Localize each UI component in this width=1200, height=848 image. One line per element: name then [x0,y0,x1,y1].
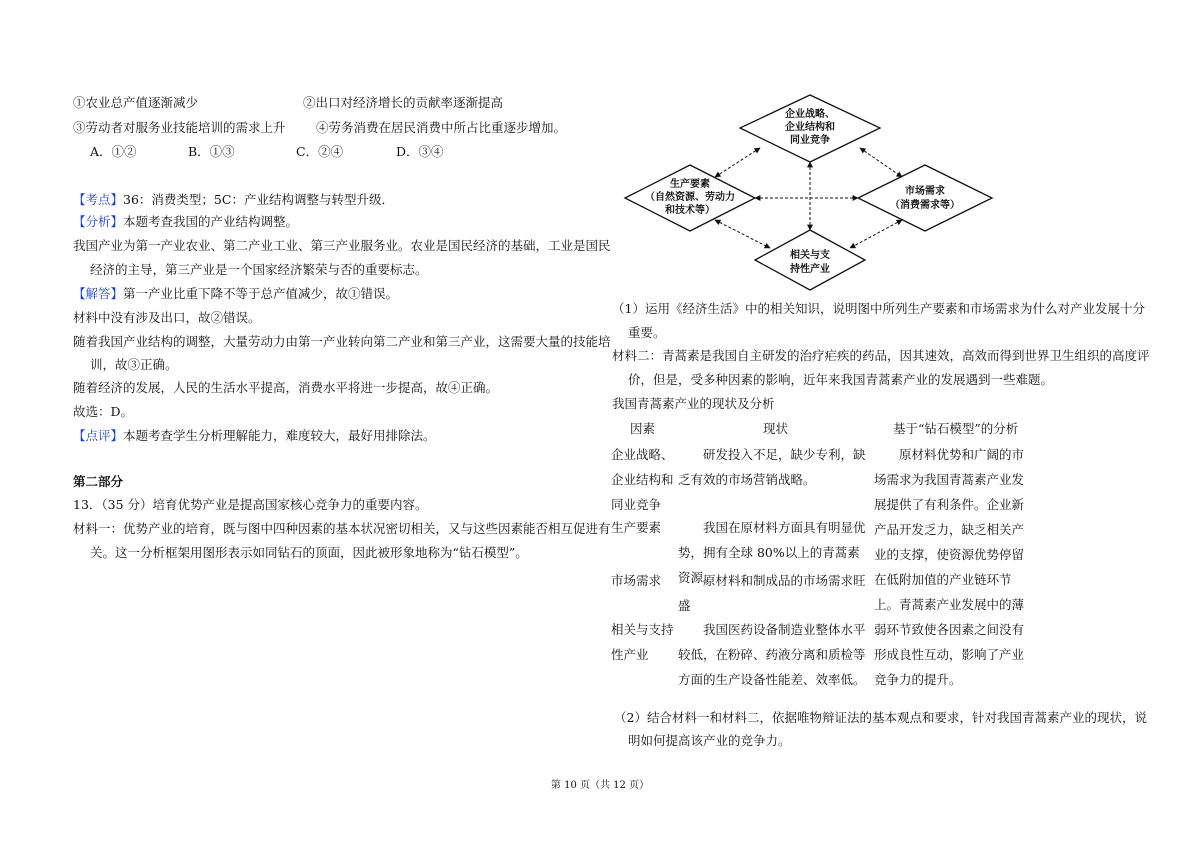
answer-2: 材料中没有涉及出口，故②错误。 [73,310,261,325]
top-label-3: 同业竞争 [790,135,830,146]
status-cell-1: 研发投入不足，缺少专利，缺乏有效的市场营销战略。 [678,447,866,487]
bottom-label-2: 持性产业 [790,264,830,275]
arrow-top-right [860,148,902,177]
left-label-3: 和技术等） [665,205,715,216]
right-label-1: 市场需求 [905,186,945,197]
page-footer: 第 10 页（共 12 页） [550,780,650,791]
answer-4: 随着经济的发展，人民的生活水平提高，消费水平将进一步提高，故④正确。 [73,380,499,395]
analysis-line-1: 我国产业为第一产业农业、第二产业工业、第三产业服务业。农业是国民经济的基础，工业是国民 [73,238,611,253]
diamond-model-diagram [620,90,1000,295]
option-1: ①农业总产值逐渐减少 [73,95,199,110]
section-title: 第二部分 [73,474,124,489]
factor-cell-2: 生产要素 [611,520,662,535]
choice-b: B．①③ [188,144,235,159]
status-cell-4: 我国医药设备制造业整体水平较低，在粉碎、药液分离和质检等方面的生产设备性能差、效率低。 [678,622,866,687]
kaodian-text: 36：消费类型；5C：产业结构调整与转型升级． [123,192,394,207]
material-1-line-1: 材料一：优势产业的培育，既与图中四种因素的基本状况密切相关，又与这些因素能否相互促进有 [73,521,611,536]
top-label-1: 企业战略、 [785,109,835,120]
choice-c: C．②④ [296,144,344,159]
choice-d: D．③④ [396,144,444,159]
jieda-text: 第一产业比重下降不等于总产值减少，故①错误。 [123,286,399,301]
option-4: ④劳务消费在居民消费中所占比重逐步增加。 [316,120,567,135]
status-cell-2: 我国在原材料方面具有明显优势，拥有全球 80%以上的青蒿素资源。 [678,520,866,585]
question-1-line-2: 重要。 [628,325,666,340]
left-label-2: （自然资源、劳动力 [645,192,735,203]
analysis-line-2: 经济的主导，第三产业是一个国家经济繁荣与否的重要标志。 [90,262,428,277]
factor-cell-3: 市场需求 [611,573,662,588]
material-1-line-2: 关。这一分析框架用图形表示如同钻石的顶面，因此被形象地称为“钻石模型”。 [90,545,528,560]
option-2: ②出口对经济增长的贡献率逐渐提高 [303,95,504,110]
answer-3-line-1: 随着我国产业结构的调整，大量劳动力由第一产业转向第二产业和第三产业，这需要大量的技能培 [73,334,611,349]
material-2-line-2: 价，但是，受多种因素的影响，近年来我国青蒿素产业的发展遇到一些难题。 [628,372,1054,387]
choice-a: A．①② [90,144,137,159]
table-title: 我国青蒿素产业的现状及分析 [612,396,775,411]
fenxi-tag: 【分析】 [73,214,124,229]
analysis-cell: 原材料优势和广阔的市场需求为我国青蒿素产业发展提供了有利条件。企业新产品开发乏力，缺乏相关产业的支撑，使资源优势停留在低附加值的产业链环节上。青蒿素产业发展中的薄弱环节致使各因素之间没有形成良性互动，影响了产业竞争力的提升。 [874,447,1025,687]
option-3: ③劳动者对服务业技能培训的需求上升 [73,120,286,135]
dianping-text: 本题考查学生分析理解能力，难度较大，最好用排除法。 [123,428,436,443]
right-label-2: （消费需求等） [890,200,960,211]
dianping-line [73,428,436,444]
jieda-line [73,286,398,302]
question-2-line-1: （2）结合材料一和材料二，依据唯物辩证法的基本观点和要求，针对我国青蒿素产业的现状，说 [614,710,1147,725]
jieda-tag: 【解答】 [73,286,124,301]
arrow-top-left [715,148,760,177]
bottom-label-1: 相关与支 [790,250,830,261]
choose-line: 故选：D。 [73,404,134,419]
status-cell-3: 原材料和制成品的市场需求旺盛 [678,573,866,613]
table-header-status: 现状 [763,421,789,436]
fenxi-line [73,214,298,230]
kaodian-line [73,192,394,208]
fenxi-text: 本题考查我国的产业结构调整。 [123,214,299,229]
arrow-right-bottom [850,220,902,248]
dianping-tag: 【点评】 [73,428,124,443]
node-market-demand [858,165,992,231]
left-label-1: 生产要素 [670,179,710,190]
kaodian-tag: 【考点】 [73,192,124,207]
factor-cell-4: 相关与支持性产业 [611,622,674,662]
question-1-line-1: （1）运用《经济生活》中的相关知识，说明图中所列生产要素和市场需求为什么对产业发展十分 [612,301,1145,316]
arrow-left-bottom [715,220,770,248]
table-header-analysis: 基于“钻石模型”的分析 [893,421,1019,436]
material-2-line-1: 材料二：青蒿素是我国自主研发的治疗疟疾的药品，因其速效，高效而得到世界卫生组织的高度评 [612,348,1150,363]
answer-3-line-2: 训，故③正确。 [90,357,178,372]
top-label-2: 企业结构和 [785,122,835,133]
question-2-line-2: 明如何提高该产业的竞争力。 [628,733,791,748]
question-13: 13．（35 分）培育优势产业是提高国家核心竞争力的重要内容。 [73,497,428,512]
table-header-factor: 因素 [630,421,656,436]
factor-cell-1: 企业战略、企业结构和同业竞争 [611,447,674,512]
